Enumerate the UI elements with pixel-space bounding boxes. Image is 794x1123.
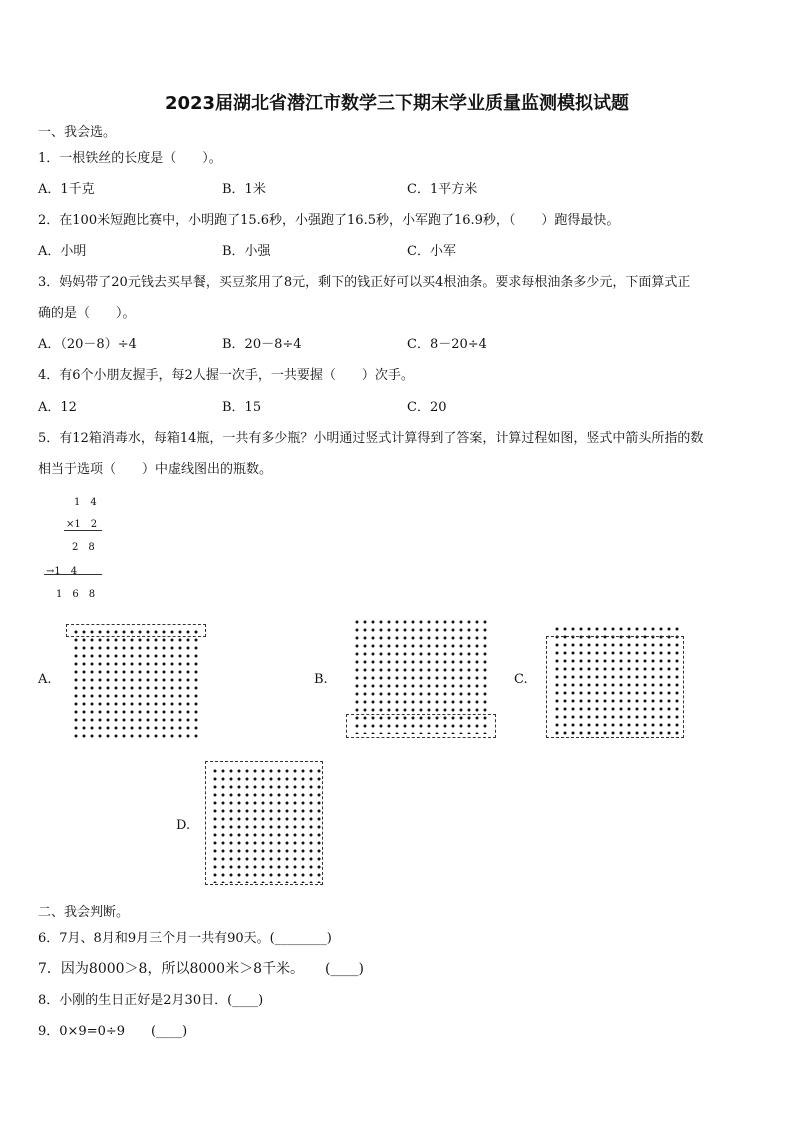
calc-row-5: 1 6 8 [56,589,96,600]
calc-row-4: →1 4 [46,566,78,577]
question-4: 4．有6个小朋友握手，每2人握一次手，一共要握（ ）次手。 [38,368,414,383]
calc-row-2: ×1 2 [66,519,98,530]
option-a-dashed-row [66,624,206,637]
q1-option-c: C．1平方米 [407,182,478,197]
question-8: 8．小刚的生日正好是2月30日．(____) [38,993,264,1008]
q2-option-a: A．小明 [38,244,87,259]
calc-rule-1 [64,530,102,531]
question-6: 6．7月、8月和9月三个月一共有90天。(________) [38,931,332,946]
q5-option-c-label: C. [514,672,528,687]
q2-option-c: C．小军 [407,244,456,259]
calc-row-1: 1 4 [74,497,97,508]
q3-option-b: B．20－8÷4 [222,337,302,352]
q1-option-a: A．1千克 [38,182,95,197]
question-3-line1: 3．妈妈带了20元钱去买早餐，买豆浆用了8元，剩下的钱正好可以买4根油条。要求每根油条多少元，下面算式正 [38,275,691,290]
calc-rule-2 [44,574,102,575]
question-2: 2．在100米短跑比赛中，小明跑了15.6秒，小强跑了16.5秒，小军跑了16.9秒，（ ）跑得最快。 [38,213,620,228]
q1-option-b: B．1米 [222,182,266,197]
option-a-dot-grid [70,626,202,738]
q4-option-c: C．20 [407,400,447,415]
question-9: 9．0×9=0÷9 (____) [38,1024,188,1039]
q2-option-b: B．小强 [222,244,271,259]
q3-option-a: A．（20－8）÷4 [38,337,137,352]
page-title: 2023届湖北省潜江市数学三下期末学业质量监测模拟试题 [164,93,630,114]
question-3-line2: 确的是（ ）。 [38,306,136,321]
question-5-line2: 相当于选项（ ）中虚线图出的瓶数。 [38,462,273,477]
option-b-dashed-rows [346,714,496,738]
calc-row-3: 2 8 [72,542,95,553]
q4-option-a: A．12 [38,400,77,415]
option-d-dashed-area [205,761,323,885]
q3-option-c: C．8－20÷4 [407,337,487,352]
question-1: 1．一根铁丝的长度是（ ）。 [38,151,222,166]
q5-option-b-label: B. [314,672,328,687]
question-7: 7．因为8000＞8，所以8000米＞8千米。 (____) [38,961,364,977]
question-5-line1: 5．有12箱消毒水，每箱14瓶，一共有多少瓶？小明通过竖式计算得到了答案，计算过程如图，竖式中箭头所指的数 [38,431,704,446]
q5-option-a-label: A. [38,672,52,687]
q4-option-b: B．15 [222,400,262,415]
option-c-dashed-area [546,636,684,738]
section-heading-2: 二、我会判断。 [38,905,130,920]
q5-option-d-label: D. [176,818,191,833]
section-heading-1: 一、我会选。 [38,125,117,140]
